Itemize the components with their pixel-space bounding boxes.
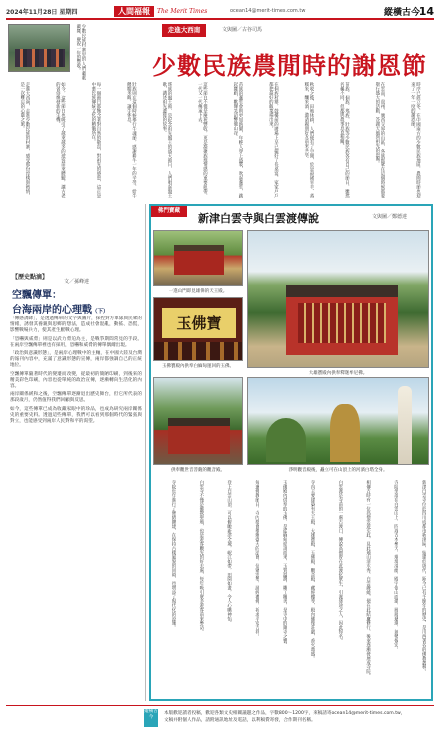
body-text-column: 壯族則在這個時候舉行牛魂節，感謝耕牛一年的辛勞，給牛餵糯米飯，讓牛休息。	[126, 82, 137, 198]
temple-plaque: 玉佛寶	[162, 308, 236, 338]
history-paragraph: 「傳感誘降」，是透過傳單的文字與圖片，採控對方軍隊與民眾的情緒，誘發其養親與思鄉的想法，造成社會混亂，動搖、恐慌，影響戰場兵力，使其產生厭戰心理。	[10, 316, 142, 334]
body-text-column: 瑤族的盤王節，是紀念祖先盤王的盛大節日，人們唱起盤王歌，講述祖先遷徙的故事。	[161, 82, 172, 198]
history-paragraph: 空飄傳單隨著時代的變遷而改變，從最初的簡陋印刷，到後來的精美彩色印刷，內容也從單純的政治宣傳，逐漸轉向生活化的內容。	[10, 371, 142, 390]
body-text-column: 走進大西南，走進少數民族的村寨，感受那份淳樸與熱情，是一次難忘的心靈之旅。	[19, 82, 30, 198]
feature-title: 新津白雲寺與白雲渡傳說	[198, 212, 319, 225]
body-text-column: 相傳古時有一位高僧雲遊至此，見此地山清水秀，白雲繚繞，便在此結廬修行，後來逐漸發展成寺院。	[365, 480, 371, 678]
white-pagoda-photo	[247, 377, 429, 465]
masthead-logo	[114, 6, 207, 17]
body-text-column: 玉佛殿內供奉的玉佛，是從緬甸迎請而來，玉質溫潤，雕工精美，是寺中的鎮寺之寶。	[282, 480, 288, 648]
paper-name-en: The Merit Times	[157, 7, 208, 15]
history-title-line1: 空飄傳單：	[12, 290, 62, 301]
page-number: 14	[418, 4, 434, 18]
body-text-column: 秋收之後，田地休耕，人們便有了空閒，於是殺豬宰羊、蒸糯米、釀米酒，邀請親朋好友前來共享。	[303, 82, 314, 198]
body-text-column: 如今，這些節日也吸引了越來越多的遊客前來體驗，讓古老的習俗煥發新的生機。	[55, 82, 66, 198]
history-paragraph: 兩岸關係緩和之後，空飄傳單逐漸退出歷史舞台，但它所代表的那段歲月，仍然值得我們回顧與反思。	[10, 392, 142, 404]
body-text-column: 時序已經立冬，在中國南方的少數民族地區，農閒時節也迎來了一年一度的謝恩節。	[410, 82, 421, 198]
top-story-tag: 走進大西南	[162, 24, 206, 37]
body-text-column: 白雲渡是寺前的一處古渡口，傳說高僧曾在此渡化眾生，引渡迷途之人，因此得名。	[337, 480, 343, 643]
history-section-tag: 【歷史點滴】	[12, 274, 49, 281]
history-title-suffix: （下）	[92, 309, 109, 315]
body-text-column: 在雲南、貴州、廣西交界的山區，各族群眾在這個時候都要舉行盛大的活動，答謝天地與祖先的恩賜。	[374, 82, 385, 198]
footer-notice	[164, 710, 434, 724]
history-title-line2: 台海兩岸的心理戰	[12, 305, 92, 316]
body-text-column: 新津白雲寺位於四川成都市新津區，始建於唐代，距今已有千餘年的歷史，是川西著名的佛教叢林。	[421, 480, 427, 674]
paper-name-cn: 人間福報	[114, 6, 154, 17]
photo-caption: 少數民族村寨里的人們載歌載舞，慶祝一年的豐收。	[75, 24, 86, 80]
header-rule	[6, 18, 434, 20]
body-text-column: 寺院近年進行了修繕擴建，在保持古樸風貌的同時，也增添了現代化的設施。	[171, 480, 176, 630]
photo-caption: 大雄寶殿內供奉釋迦牟尼佛。	[308, 371, 368, 376]
history-title	[12, 290, 109, 318]
photo-caption: 一進山門即見雄偉的天王殿。	[168, 289, 228, 294]
body-text-column: 苗族的蘆笙會則更加熱鬧，年輕人穿上盛裝，吹起蘆笙，跳起舞蹈，歡聲笑語響徹山谷。	[232, 82, 243, 198]
footer-notice-line1: 本版歡迎讀者投稿，歡迎各類文史相關議題之作品，字數800～1200字，來稿請寄ocean14@merit-times.com.tw，	[164, 711, 406, 716]
temple-gate-photo	[153, 230, 243, 286]
history-paragraph: 「恐嚇與威脅」則是以武力脅迫為主，是戰爭期間常見的手段。在兩岸空飄傳單裡也有採用，恐嚇和威脅的傳單偶爾出現。	[10, 336, 142, 348]
top-story-headline: 少數民族農閒時的謝恩節	[152, 51, 427, 80]
photo-caption: 淨明觀音殿後，矗立可在山頂上的河濱白塔全身。	[288, 468, 388, 473]
body-text-column: 苗族、侗族、瑤族、壯族等少數民族各有自己的節日，雖然名稱不同，但都與農事息息相關。	[339, 82, 350, 198]
issue-date: 2024年11月28日 星期四	[6, 8, 78, 16]
body-text-column: 每逢佛教節日，寺內都會舉辦盛大的法會，信眾雲集，誦經禮佛，祈求平安吉祥。	[254, 480, 260, 639]
photo-caption: 玉佛寶殿內供奉白緬甸運回的玉佛。	[162, 364, 234, 369]
column-divider	[145, 204, 146, 701]
festival-photo	[8, 24, 70, 72]
body-text-column: 登上白雲山頂，可以俯瞰新津全城，岷江如帶，田園如畫，令人心曠神怡。	[226, 480, 232, 626]
history-author: 文／孫峰達	[64, 279, 90, 285]
section-name: 縱橫古今	[383, 7, 420, 18]
footer-section-badge: 縱橫古今	[144, 709, 158, 727]
page-header	[6, 4, 434, 18]
body-text-column: 寺內主要建築有天王殿、大雄寶殿、玉佛殿、觀音殿、藏經樓等，殿內佛像莊嚴，香火鼎盛。	[310, 480, 315, 661]
history-paragraph: 如今，這些傳單已成為收藏家眼中的珍品，也成為研究兩岸關係史的重要史料。透過這些傳單，我們可以看到那個時代的緊張與對立，也能感受到兩岸人民對和平的渴望。	[10, 406, 142, 425]
body-text-column: 在侗族村寨，鼓樓前的廣場上早已擺好了長桌宴，家家戶戶都把最好的飯菜端出來。	[268, 82, 279, 198]
page-footer	[6, 705, 434, 729]
feature-tag: 佛門寶藏	[151, 206, 187, 217]
section-email: ocean14@merit-times.com.tw	[230, 8, 306, 14]
feature-author: 文與圖／鄭德達	[372, 214, 408, 220]
body-text-column: 寺院坐落在白雲山上，四周古木參天，環境清幽，殿宇依山而建，層層遞進，氣勢恢宏。	[393, 480, 399, 652]
body-text-column: 白雲寺不僅是佛教聖地，也是遊客觀光的好去處，每年吸引眾多遊客前來參訪。	[198, 480, 204, 634]
history-paragraph: 「政治與意識形態」，是兩岸心理戰中的主軸，在中國大陸及台灣的報刊內容中，充滿了意識形態的宣傳，兩岸都強調自己的正統地位。	[10, 351, 142, 369]
body-text-column: 每一個節日都飽含著對自然的敬畏，對祖先的感恩，這正是中華民族傳統文化的精髓所在。	[90, 82, 101, 198]
guanyin-hall-photo	[153, 377, 243, 465]
top-story-byline: 文與圖／古谷司馬	[222, 27, 263, 33]
main-hall-photo	[247, 230, 429, 368]
body-text-column: 這些節日不僅是慶祝豐收，更是凝聚族群情感的重要紐帶，一代又一代傳承下去。	[197, 82, 208, 198]
photo-caption: 供奉觀世音菩薩的觀音殿。	[171, 468, 225, 473]
jade-buddha-plaque-photo	[153, 297, 243, 361]
history-body	[10, 316, 142, 701]
footer-notice-line2: 文稿并附個人作品，請附通訊地址及電話，以利稿費寄發，合作期刊名稱。	[164, 718, 316, 723]
